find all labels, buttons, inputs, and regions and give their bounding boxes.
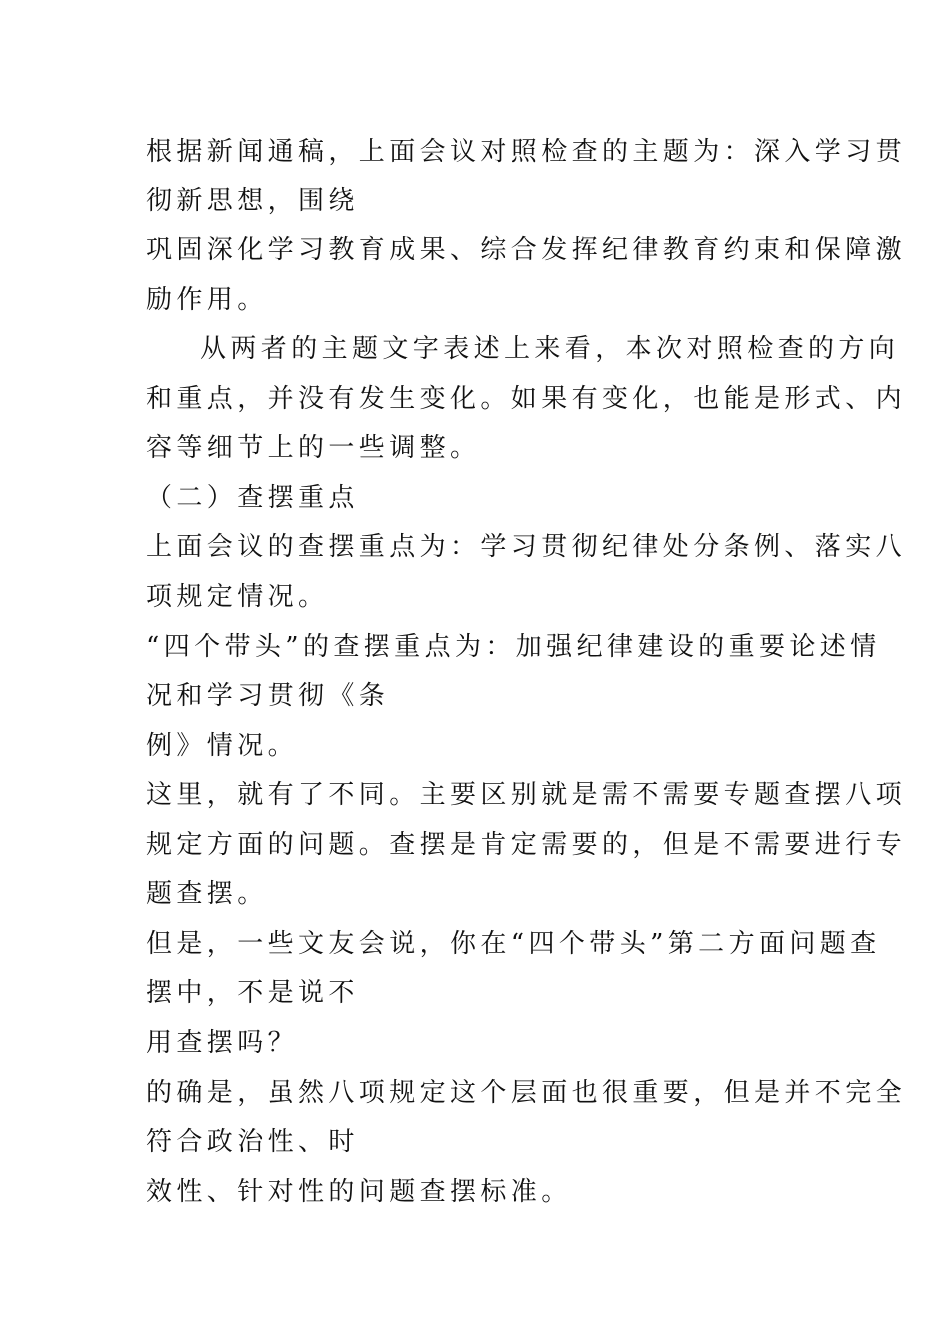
text-line: “四个带头”的查摆重点为：加强纪律建设的重要论述情 — [146, 632, 881, 662]
text-line: 况和学习贯彻《条 — [146, 681, 390, 711]
text-line: 励作用。 — [146, 285, 268, 315]
text-line: 效性、针对性的问题查摆标准。 — [146, 1177, 572, 1207]
text-line: 巩固深化学习教育成果、综合发挥纪律教育约束和保障激 — [146, 235, 907, 265]
text-line: 例》情况。 — [146, 731, 299, 761]
text-line: 容等细节上的一些调整。 — [146, 433, 481, 463]
text-line: 从两者的主题文字表述上来看，本次对照检查的方向 — [200, 334, 900, 364]
text-line: 符合政治性、时 — [146, 1127, 359, 1157]
text-line: 题查摆。 — [146, 879, 268, 909]
text-line: 彻新思想，围绕 — [146, 186, 359, 216]
text-line: 根据新闻通稿，上面会议对照检查的主题为：深入学习贯 — [146, 137, 907, 167]
text-line: 但是，一些文友会说，你在“四个带头”第二方面问题查 — [146, 929, 881, 959]
text-line: 的确是，虽然八项规定这个层面也很重要，但是并不完全 — [146, 1078, 907, 1108]
section-heading: （二）查摆重点 — [146, 483, 359, 513]
text-line: 摆中，不是说不 — [146, 978, 359, 1008]
text-line: 规定方面的问题。查摆是肯定需要的，但是不需要进行专 — [146, 830, 907, 860]
text-line: 这里，就有了不同。主要区别就是需不需要专题查摆八项 — [146, 780, 907, 810]
text-line: 上面会议的查摆重点为：学习贯彻纪律处分条例、落实八 — [146, 532, 907, 562]
text-line: 和重点，并没有发生变化。如果有变化，也能是形式、内 — [146, 384, 907, 414]
text-line: 项规定情况。 — [146, 582, 329, 612]
text-line: 用查摆吗？ — [146, 1028, 299, 1058]
